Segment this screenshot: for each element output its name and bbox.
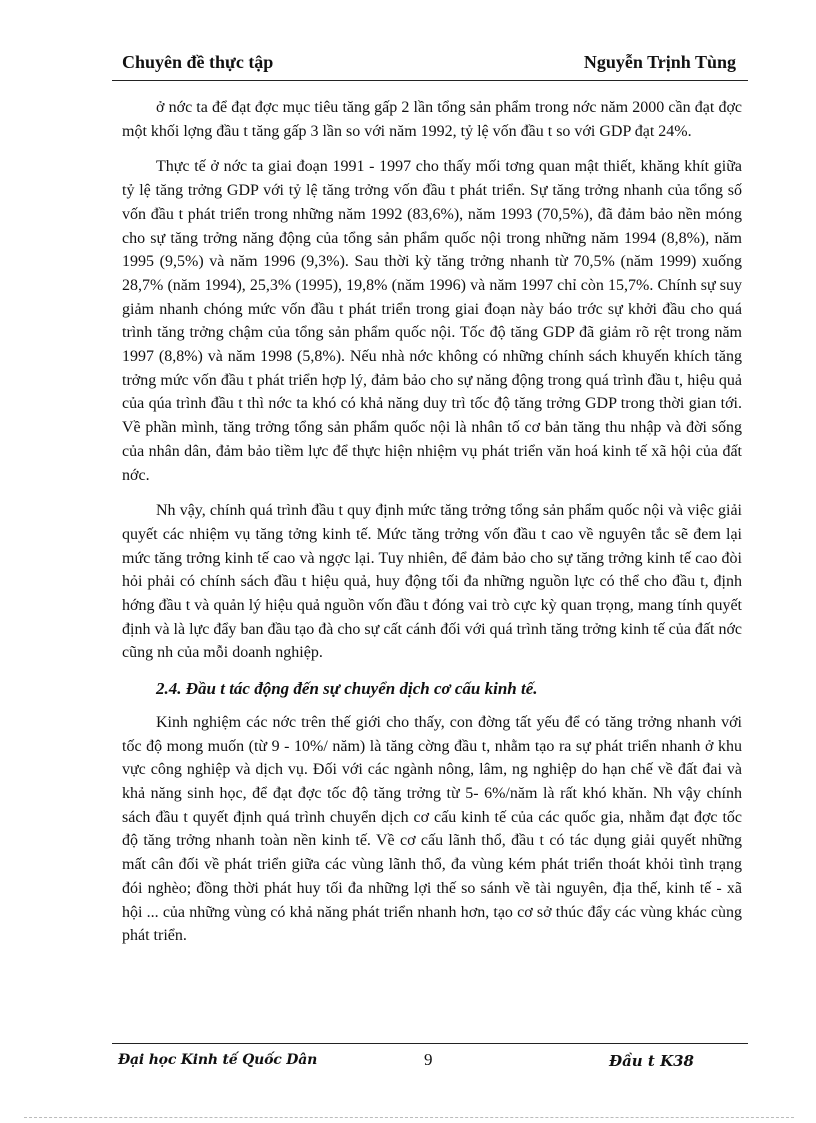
paragraph-1: ở nớc ta để đạt đợc mục tiêu tăng gấp 2 lần tổng sản phẩm trong nớc năm 2000 cần đạt đợc một khối lợng đầu t tăng gấp 3 lần so với năm 1992, tỷ lệ vốn đầu t so với GDP đạt 24%. — [122, 99, 742, 140]
page-header — [122, 50, 736, 76]
document-body — [122, 96, 742, 960]
section-heading: 2.4. Đầu t tác động đến sự chuyển dịch cơ cấu kinh tế. — [156, 679, 538, 699]
page-bottom-divider — [24, 1117, 794, 1118]
header-title: Chuyên đề thực tập — [122, 52, 274, 72]
paragraph-3: Nh vậy, chính quá trình đầu t quy định mức tăng trởng tổng sản phẩm quốc nội và việc giải quyết các nhiệm vụ tăng tởng kinh tế. Mức tăng trởng vốn đầu t cao về nguyên tắc sẽ đem lại mức tăng trởng kinh tế cao và ngợc lại. Tuy nhiên, để đảm bảo cho sự tăng trởng kinh tế cao đòi hỏi phải có chính sách đầu t hiệu quả, huy động tối đa những nguồn lực có thể cho đầu t, định hớng đầu t và quản lý hiệu quả nguồn vốn đầu t đóng vai trò cực kỳ quan trọng, mang tính quyết định và là lực đẩy ban đầu tạo đà cho sự cất cánh đối với quá trình tăng trởng kinh tế của đất nớc cũng nh của mỗi doanh nghiệp. — [122, 502, 742, 662]
header-author: Nguyễn Trịnh Tùng — [583, 52, 736, 72]
header-rule — [112, 80, 748, 81]
footer-class: Đầu t K38 — [608, 1052, 694, 1070]
paragraph-2: Thực tế ở nớc ta giai đoạn 1991 - 1997 cho thấy mối tơng quan mật thiết, khăng khít giữa tỷ lệ tăng trởng GDP với tỷ lệ tăng trởng vốn đầu t phát triển. Sự tăng trởng nhanh của tổng số vốn đầu t phát triển trong những năm 1992 (83,6%), năm 1993 (70,5%), đã đảm bảo nền móng cho sự tăng trởng năng động của tổng sản phẩm quốc nội trong những năm 1994 (8,8%), năm 1995 (9,5%) và năm 1996 (9,3%). Sau thời kỳ tăng trởng nhanh từ 70,5% (năm 1999) xuống 28,7% (năm 1994), 25,3% (1995), 19,8% (năm 1996) và năm 1997 chỉ còn 15,7%. Chính sự suy giảm nhanh chóng mức vốn đầu t phát triển trong giai đoạn này báo trớc sự khởi đầu cho quá trình tăng trởng chậm của tổng sản phẩm quốc nội. Tốc độ tăng GDP đã giảm rõ rệt trong năm 1997 (8,8%) và năm 1998 (5,8%). Nếu nhà nớc không có những chính sách khuyến khích tăng trởng mức vốn đầu t phát triển hợp lý, đảm bảo cho sự năng động trong quá trình đầu t, hiệu quả của qúa trình đầu t thì nớc ta khó có khả năng duy trì tốc độ tăng trởng GDP trong thời gian tới. Về phần mình, tăng trởng tổng sản phẩm quốc nội là nhân tố cơ bản tăng thu nhập và đời sống của nhân dân, đảm bảo tiềm lực để thực hiện nhiệm vụ phát triển văn hoá kinh tế xã hội của đất nớc. — [122, 158, 742, 484]
page-footer — [118, 1050, 738, 1080]
footer-university: Đại học Kinh tế Quốc Dân — [118, 1052, 318, 1068]
section-paragraph: Kinh nghiệm các nớc trên thế giới cho thấy, con đờng tất yếu để có tăng trởng nhanh với tốc độ mong muốn (từ 9 - 10%/ năm) là tăng cờng đầu t, nhằm tạo ra sự phát triển nhanh ở khu vực công nghiệp và dịch vụ. Đối với các ngành nông, lâm, ng nghiệp do hạn chế về đất đai và khả năng sinh học, để đạt đợc tốc độ tăng trởng từ 5- 6%/năm là rất khó khăn. Nh vậy chính sách đầu t quyết định quá trình chuyển dịch cơ cấu kinh tế của các quốc gia, nhằm đạt đợc tốc độ tăng trởng nhanh toàn nền kinh tế. Về cơ cấu lãnh thổ, đầu t có tác dụng giải quyết những mất cân đối về phát triển giữa các vùng lãnh thổ, đa vùng kém phát triển thoát khỏi tình trạng đói nghèo; đồng thời phát huy tối đa những lợi thế so sánh về tài nguyên, địa thế, kinh tế - xã hội ... của những vùng có khả năng phát triển nhanh hơn, tạo cơ sở thúc đẩy các vùng khác cùng phát triển. — [122, 713, 742, 945]
footer-rule — [112, 1043, 748, 1044]
page-number: 9 — [424, 1050, 433, 1069]
